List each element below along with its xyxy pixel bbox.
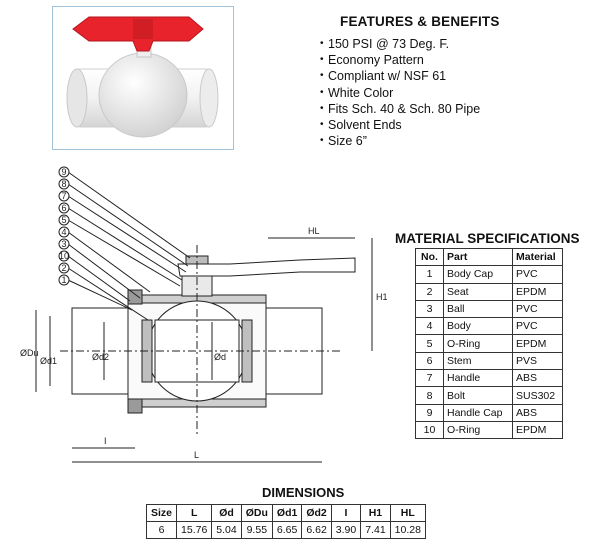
- dim-label-hl: HL: [308, 226, 320, 236]
- cell-l: 15.76: [177, 522, 212, 539]
- cell-material: EPDM: [513, 421, 563, 438]
- dim-label-l: L: [194, 450, 200, 460]
- column-header: H1: [361, 505, 390, 522]
- cell-material: PVC: [513, 266, 563, 283]
- callout-label: 9: [61, 167, 67, 177]
- table-row: [416, 266, 563, 283]
- table-row: [416, 352, 563, 369]
- cell-material: PVS: [513, 352, 563, 369]
- dim-label-i: I: [104, 436, 107, 446]
- table-row: [416, 300, 563, 317]
- column-header: Ød1: [272, 505, 301, 522]
- cell-material: PVC: [513, 300, 563, 317]
- table-row: [416, 387, 563, 404]
- cell-no: 4: [416, 318, 444, 335]
- cell-size: 6: [147, 522, 177, 539]
- column-header: No.: [416, 249, 444, 266]
- feature-item: • Compliant w/ NSF 61: [320, 68, 590, 84]
- column-header: L: [177, 505, 212, 522]
- table-row: [416, 370, 563, 387]
- cell-part: Ball: [444, 300, 513, 317]
- cell-part: Seat: [444, 283, 513, 300]
- product-photo: [52, 6, 234, 150]
- callout-label: 3: [61, 239, 67, 249]
- table-row: [416, 335, 563, 352]
- cell-od2: 6.62: [302, 522, 331, 539]
- cell-od: 5.04: [212, 522, 241, 539]
- feature-item: • Fits Sch. 40 & Sch. 80 Pipe: [320, 101, 590, 117]
- cell-part: Body Cap: [444, 266, 513, 283]
- cell-part: Body: [444, 318, 513, 335]
- column-header: Size: [147, 505, 177, 522]
- table-header-row: [147, 505, 426, 522]
- cell-material: EPDM: [513, 283, 563, 300]
- column-header: Part: [444, 249, 513, 266]
- column-header: HL: [390, 505, 425, 522]
- column-header: Ød2: [302, 505, 331, 522]
- cell-material: SUS302: [513, 387, 563, 404]
- cell-material: PVC: [513, 318, 563, 335]
- cell-h1: 7.41: [361, 522, 390, 539]
- cell-material: ABS: [513, 404, 563, 421]
- column-header: Material: [513, 249, 563, 266]
- feature-item: • White Color: [320, 85, 590, 101]
- material-spec-title: MATERIAL SPECIFICATIONS: [395, 231, 580, 246]
- dim-label-od: Ød: [214, 352, 227, 362]
- cell-hl: 10.28: [390, 522, 425, 539]
- feature-item: • 150 PSI @ 73 Deg. F.: [320, 36, 590, 52]
- callout-label: 5: [61, 215, 67, 225]
- table-row: [416, 421, 563, 438]
- features-section: [320, 14, 590, 149]
- callout-label: 2: [61, 263, 67, 273]
- callout-label: 10: [58, 251, 70, 261]
- cell-odu: 9.55: [241, 522, 272, 539]
- dimensions-table: [146, 504, 426, 539]
- cell-no: 3: [416, 300, 444, 317]
- cell-no: 10: [416, 421, 444, 438]
- cell-no: 1: [416, 266, 444, 283]
- callout-label: 1: [61, 275, 67, 285]
- feature-item: • Size 6”: [320, 133, 590, 149]
- callout-label: 7: [61, 191, 67, 201]
- feature-item: • Solvent Ends: [320, 117, 590, 133]
- cell-no: 9: [416, 404, 444, 421]
- table-row: [416, 318, 563, 335]
- features-list: [320, 36, 590, 149]
- table-row: [147, 522, 426, 539]
- callout-label: 8: [61, 179, 67, 189]
- table-row: [416, 283, 563, 300]
- cell-part: O-Ring: [444, 335, 513, 352]
- callout-label: 6: [61, 203, 67, 213]
- dim-label-od1: Ød1: [40, 356, 58, 366]
- cell-material: EPDM: [513, 335, 563, 352]
- column-header: Ød: [212, 505, 241, 522]
- material-spec-table: [415, 248, 563, 439]
- cell-no: 7: [416, 370, 444, 387]
- dim-label-h1: H1: [376, 292, 388, 302]
- column-header: ØDu: [241, 505, 272, 522]
- technical-drawing: [0, 160, 395, 480]
- cell-no: 8: [416, 387, 444, 404]
- callout-label: 4: [61, 227, 67, 237]
- table-header-row: [416, 249, 563, 266]
- cell-part: Handle: [444, 370, 513, 387]
- table-row: [416, 404, 563, 421]
- cell-no: 6: [416, 352, 444, 369]
- cell-part: O-Ring: [444, 421, 513, 438]
- cell-no: 5: [416, 335, 444, 352]
- cell-part: Bolt: [444, 387, 513, 404]
- dimensions-title: DIMENSIONS: [262, 485, 345, 500]
- column-header: I: [331, 505, 360, 522]
- cell-od1: 6.65: [272, 522, 301, 539]
- cell-no: 2: [416, 283, 444, 300]
- ball-valve-image: [53, 7, 233, 149]
- dim-label-odu: ØDu: [20, 348, 39, 358]
- cell-part: Handle Cap: [444, 404, 513, 421]
- cell-material: ABS: [513, 370, 563, 387]
- dim-label-od2: Ød2: [92, 352, 110, 362]
- cell-part: Stem: [444, 352, 513, 369]
- valve-cross-section: [0, 160, 395, 480]
- feature-item: • Economy Pattern: [320, 52, 590, 68]
- cell-i: 3.90: [331, 522, 360, 539]
- features-title: FEATURES & BENEFITS: [340, 14, 500, 29]
